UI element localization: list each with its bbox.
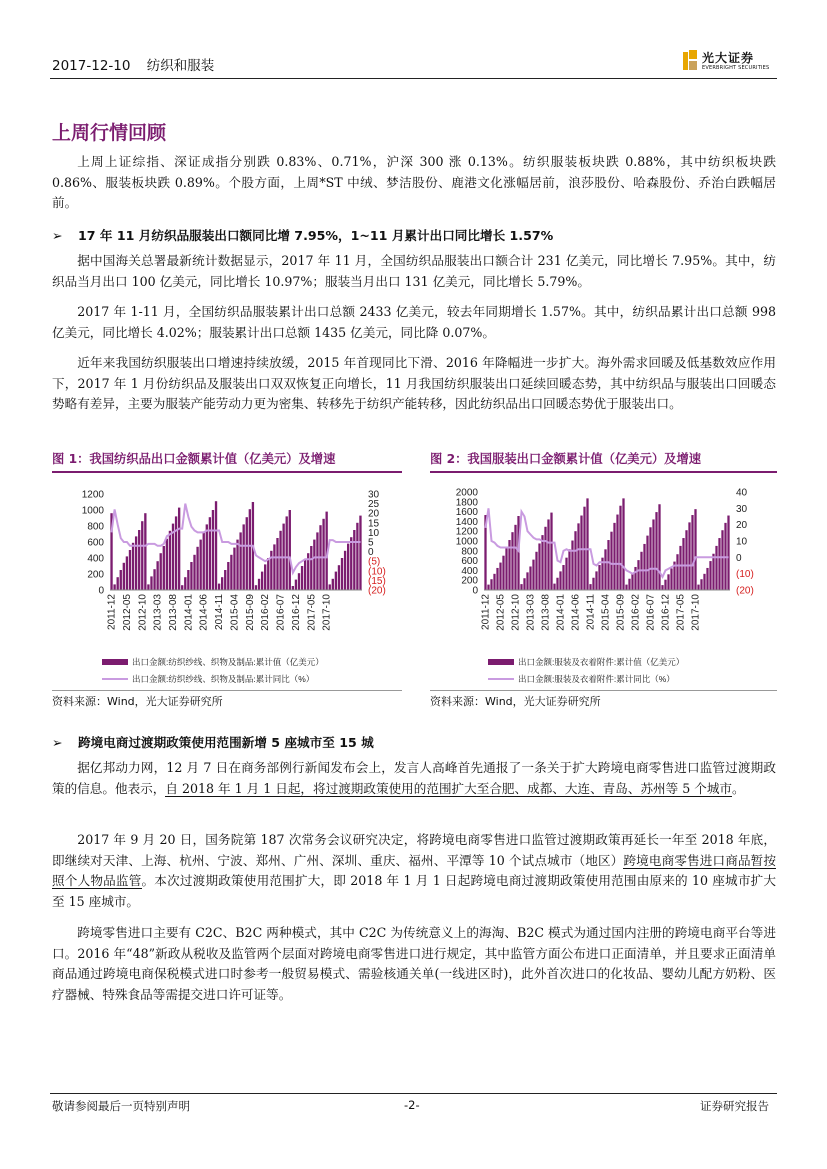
bar xyxy=(715,546,717,590)
bar xyxy=(667,574,669,590)
bar xyxy=(190,562,192,590)
y2-axis-tick-label: (20) xyxy=(736,585,754,597)
bar xyxy=(682,538,684,590)
bar xyxy=(353,530,355,590)
y2-axis-tick-label: 30 xyxy=(368,489,380,501)
x-axis-tick-label: 2017-05 xyxy=(306,594,318,631)
bullet-cross-border-headline xyxy=(52,732,374,751)
y2-axis-tick-label: 20 xyxy=(736,520,748,532)
y-axis-tick-label: 400 xyxy=(87,553,104,565)
bar xyxy=(199,540,201,590)
figure-1 xyxy=(52,449,402,473)
bar xyxy=(359,516,361,590)
bar xyxy=(193,555,195,590)
y2-axis-tick-label: (5) xyxy=(368,556,381,568)
y2-axis-tick-label: 5 xyxy=(368,537,374,549)
bar xyxy=(227,562,229,590)
figure-2-bottom-rule xyxy=(430,690,777,691)
bar xyxy=(718,538,720,590)
bar xyxy=(264,564,266,590)
trend-paragraph xyxy=(52,353,776,415)
bar xyxy=(335,572,337,590)
x-axis-tick-label: 2012-05 xyxy=(495,594,507,631)
cross-border-news-paragraph xyxy=(52,758,776,799)
bar xyxy=(218,584,220,590)
x-axis-tick-label: 2014-11 xyxy=(214,594,226,630)
bar xyxy=(685,530,687,590)
bar xyxy=(490,579,492,590)
x-axis-tick-label: 2013-08 xyxy=(540,594,552,631)
y2-axis-tick-label: 25 xyxy=(368,499,380,511)
bar xyxy=(239,532,241,590)
bar xyxy=(619,506,621,590)
figure-2-source: 资料来源：Wind，光大证券研究所 xyxy=(430,695,601,708)
bar xyxy=(511,532,513,590)
bar xyxy=(147,584,149,590)
bar xyxy=(175,516,177,590)
bar xyxy=(236,540,238,590)
bar xyxy=(529,566,531,590)
bar xyxy=(697,585,699,590)
x-axis-tick-label: 2016-07 xyxy=(275,594,287,631)
bar xyxy=(556,578,558,590)
report-date: 2017-12-10 xyxy=(52,58,131,74)
legend-label-line: 出口金额:纺织纱线、织物及制品:累计同比（%） xyxy=(132,674,315,684)
bar xyxy=(565,558,567,590)
footer-report-type: 证券研究报告 xyxy=(700,1099,769,1113)
bar xyxy=(178,508,180,590)
bar xyxy=(487,585,489,590)
bar xyxy=(255,585,257,590)
chart-2 xyxy=(430,478,777,692)
figure-2-title: 图 2：我国服装出口金额累计值（亿美元）及增速 xyxy=(430,452,702,466)
x-axis-tick-label: 2016-07 xyxy=(645,594,657,631)
bar xyxy=(221,577,223,590)
bar xyxy=(243,524,245,590)
bar xyxy=(607,540,609,590)
bar xyxy=(643,544,645,590)
bar xyxy=(691,515,693,590)
bar xyxy=(329,584,331,590)
cumulative-export-paragraph xyxy=(52,302,776,343)
bar xyxy=(273,544,275,590)
bar xyxy=(505,548,507,590)
x-axis-tick-label: 2014-01 xyxy=(555,594,567,631)
arrow-bullet-icon: ➢ xyxy=(52,228,63,243)
report-header xyxy=(52,54,214,74)
bar xyxy=(664,580,666,590)
bar xyxy=(117,577,119,590)
bar xyxy=(141,521,143,590)
chart-1 xyxy=(52,478,402,692)
y2-axis-tick-label: 0 xyxy=(368,547,374,559)
bar xyxy=(249,509,251,590)
paragraph-text: 2017 年 1-11 月，全国纺织品服装累计出口总额 2433 亿美元，较去年同期增长 1.57%。其中，纺织品累计出口总额 998 亿美元，同比增长 4.02%；服装累计出口总额 1435 亿美元，同比降 0.07%。 xyxy=(52,304,776,340)
bar xyxy=(541,535,543,590)
figure-2 xyxy=(430,449,777,473)
bar xyxy=(344,551,346,590)
bullet-text: 跨境电商过渡期政策使用范围新增 5 座城市至 15 城 xyxy=(78,735,374,750)
bar xyxy=(123,563,125,590)
paragraph-text: 跨境零售进口主要有 C2C、B2C 两种模式，其中 C2C 为传统意义上的海淘、B2C 模式为通过国内注册的跨境电商平台等进口。2016 年“48”新政从税收及监管两个层面对跨境电商零售进口进行规定，其中监管方面公布进口正面清单，并且要求正面清单商品通过跨境电商保税模式进口时参考一般贸易模式、需验核通关单(一线进区时)，此外首次进口的化妆品、婴幼儿配方奶粉、医疗器械、特殊食品等需提交进口许可证等。 xyxy=(52,925,776,1002)
footer-disclaimer: 敬请参阅最后一页特别声明 xyxy=(52,1099,190,1113)
page-number: -2- xyxy=(404,1098,420,1112)
x-axis-tick-label: 2014-11 xyxy=(585,594,597,630)
legend-label-bar: 出口金额:纺织纱线、织物及制品:累计值（亿美元） xyxy=(132,657,324,667)
bar xyxy=(276,538,278,590)
bar xyxy=(520,584,522,590)
paragraph-text: 据中国海关总署最新统计数据显示，2017 年 11 月，全国纺织品服装出口额合计 231 亿美元，同比增长 7.95%。其中，纺织品当月出口 100 亿美元，同比增长 10.97%；服装当月出口 131 亿美元，同比增长 5.79%。 xyxy=(52,253,776,289)
chart-1-svg xyxy=(52,478,402,688)
x-axis-tick-label: 2015-09 xyxy=(615,594,627,631)
bar xyxy=(589,584,591,590)
y2-axis-tick-label: 0 xyxy=(736,552,742,564)
paragraph-text: 。本次过渡期政策使用范围扩大，即 2018 年 1 月 1 日起跨境电商过渡期政策使用范围由原来的 10 座城市扩大至 15 座城市。 xyxy=(52,873,776,909)
bar xyxy=(658,504,660,590)
bar xyxy=(153,569,155,590)
bar xyxy=(206,524,208,590)
bar xyxy=(496,568,498,590)
x-axis-tick-label: 2014-06 xyxy=(570,594,582,631)
bar xyxy=(279,531,281,590)
bar xyxy=(514,525,516,590)
y-axis-tick-label: 200 xyxy=(87,569,104,581)
bar xyxy=(156,561,158,590)
header-divider xyxy=(50,78,777,79)
bar xyxy=(132,543,134,590)
bar xyxy=(616,515,618,590)
figure-1-title: 图 1：我国纺织品出口金额累计值（亿美元）及增速 xyxy=(52,452,336,466)
y-axis-tick-label: 1000 xyxy=(455,536,478,548)
paragraph-text: 据亿邦动力网，12 月 7 日在商务部例行新闻发布会上，发言人高峰首先通报了一条关于扩大跨境电商零售进口监管过渡期政策的信息。他表示， xyxy=(52,760,776,796)
bar xyxy=(523,578,525,590)
bar xyxy=(224,570,226,590)
x-axis-tick-label: 2012-10 xyxy=(137,594,149,631)
x-axis-tick-label: 2016-12 xyxy=(660,594,672,631)
y-axis-tick-label: 0 xyxy=(472,585,478,597)
x-axis-tick-label: 2011-12 xyxy=(480,594,492,630)
bar xyxy=(694,509,696,590)
bar xyxy=(568,549,570,590)
bar xyxy=(289,510,291,590)
x-axis-tick-label: 2017-05 xyxy=(675,594,687,631)
x-axis-tick-label: 2014-06 xyxy=(198,594,210,631)
x-axis-tick-label: 2016-02 xyxy=(630,594,642,631)
y-axis-tick-label: 200 xyxy=(461,575,478,587)
figure-2-title-rule xyxy=(430,471,777,473)
figure-1-title-rule xyxy=(52,471,402,473)
y2-axis-tick-label: (10) xyxy=(368,566,386,578)
bar xyxy=(547,519,549,590)
bar xyxy=(592,578,594,590)
bar xyxy=(610,532,612,590)
bar xyxy=(209,517,211,590)
logo-icon xyxy=(683,50,697,72)
legend-swatch-bar xyxy=(102,659,128,665)
bar xyxy=(258,579,260,590)
y-axis-tick-label: 0 xyxy=(98,585,104,597)
bar xyxy=(598,565,600,590)
bar xyxy=(215,501,217,590)
chart-2-svg xyxy=(430,478,777,688)
x-axis-tick-label: 2016-12 xyxy=(290,594,302,631)
bar xyxy=(499,563,501,590)
y-axis-tick-label: 1200 xyxy=(455,526,478,538)
bar xyxy=(120,570,122,590)
bar xyxy=(310,546,312,590)
policy-history-paragraph xyxy=(52,830,776,912)
bar xyxy=(670,568,672,590)
y-axis-tick-label: 1200 xyxy=(81,489,104,501)
bar xyxy=(261,572,263,590)
bar xyxy=(646,536,648,590)
x-axis-tick-label: 2015-09 xyxy=(244,594,256,631)
bar xyxy=(304,560,306,590)
bar xyxy=(676,554,678,590)
y2-axis-tick-label: (20) xyxy=(368,585,386,597)
company-logo xyxy=(683,50,769,72)
bar xyxy=(292,586,294,590)
y-axis-tick-label: 1400 xyxy=(455,516,478,528)
bar xyxy=(502,556,504,590)
bar xyxy=(538,543,540,590)
legend-label-line: 出口金额:服装及衣着附件:累计同比（%） xyxy=(518,674,675,684)
bar xyxy=(604,549,606,590)
market-review-paragraph xyxy=(52,152,776,214)
x-axis-tick-label: 2017-10 xyxy=(690,594,702,631)
logo-text-en: EVERBRIGHT SECURITIES xyxy=(702,64,770,71)
bar xyxy=(535,552,537,590)
bar xyxy=(267,558,269,590)
bar xyxy=(652,519,654,590)
bar xyxy=(301,566,303,590)
bar xyxy=(196,547,198,590)
import-mode-paragraph xyxy=(52,923,776,1005)
bar xyxy=(169,531,171,590)
bar xyxy=(316,532,318,590)
y-axis-tick-label: 800 xyxy=(461,546,478,558)
bar xyxy=(181,585,183,590)
y2-axis-tick-label: 10 xyxy=(736,536,748,548)
bar xyxy=(559,571,561,590)
y-axis-tick-label: 600 xyxy=(461,556,478,568)
underlined-text: 自 2018 年 1 月 1 日起，将过渡期政策使用的范围扩大至合肥、成都、大连、青岛、苏州等 5 个城市 xyxy=(165,780,733,796)
bar xyxy=(313,540,315,590)
paragraph-text: 2017 年 9 月 20 日，国务院第 187 次常务会议研究决定，将跨境电商零售进口监管过渡期政策再延长一年至 2018 年底，即继续对天津、上海、杭州、宁波、郑州、广州、深圳、重庆、福州、平潭等 10 个试点城市（地区） xyxy=(52,832,776,868)
bar xyxy=(350,537,352,590)
bar xyxy=(688,522,690,590)
figure-1-source: 资料来源：Wind，光大证券研究所 xyxy=(52,695,223,708)
bar xyxy=(298,573,300,590)
y-axis-tick-label: 1600 xyxy=(455,507,478,519)
bar xyxy=(586,498,588,590)
bar xyxy=(230,555,232,590)
bar xyxy=(679,546,681,590)
bar xyxy=(727,516,729,590)
bar xyxy=(295,580,297,590)
paragraph-text: 近年来我国纺织服装出口增速持续放缓，2015 年首现同比下滑、2016 年降幅进一步扩大。海外需求回暖及低基数效应作用下，2017 年 1 月份纺织品及服装出口双双恢复正向增长，11 月我国纺织服装出口延续回暖态势，其中纺织品与服装出口回暖态势略有差异，主要为服装产能劳动力更为密集、转移先于纺织产能转移，因此纺织品出口回暖态势优于服装出口。 xyxy=(52,355,776,411)
bar xyxy=(322,519,324,590)
bar xyxy=(706,568,708,590)
figure-1-bottom-rule xyxy=(52,690,402,691)
x-axis-tick-label: 2015-04 xyxy=(229,594,241,631)
y-axis-tick-label: 400 xyxy=(461,565,478,577)
arrow-bullet-icon: ➢ xyxy=(52,735,63,750)
logo-text-cn: 光大证券 xyxy=(702,50,755,65)
legend-swatch-bar xyxy=(488,659,514,665)
x-axis-tick-label: 2012-10 xyxy=(510,594,522,631)
export-data-paragraph xyxy=(52,251,776,292)
bar xyxy=(544,527,546,590)
bullet-export-headline xyxy=(52,225,553,244)
bar xyxy=(138,530,140,590)
y-axis-tick-label: 2000 xyxy=(455,487,478,499)
y-axis-tick-label: 600 xyxy=(87,537,104,549)
bar xyxy=(703,574,705,590)
bar xyxy=(338,565,340,590)
y2-axis-tick-label: (10) xyxy=(736,569,754,581)
underlined-text: 跨境电商零售进口商品暂按照个人物品监管 xyxy=(52,852,776,888)
bar xyxy=(613,523,615,590)
bar xyxy=(526,572,528,590)
bar xyxy=(721,530,723,590)
section-title: 上周行情回顾 xyxy=(52,122,167,144)
y-axis-tick-label: 1800 xyxy=(455,497,478,509)
bar xyxy=(332,579,334,590)
bar xyxy=(562,565,564,590)
bar xyxy=(625,585,627,590)
legend-label-bar: 出口金额:服装及衣着附件:累计值（亿美元） xyxy=(518,657,685,667)
report-sector: 纺织和服装 xyxy=(146,58,215,74)
bar xyxy=(637,560,639,590)
y2-axis-tick-label: 10 xyxy=(368,527,380,539)
paragraph-text: 。 xyxy=(732,780,745,796)
x-axis-tick-label: 2015-04 xyxy=(600,594,612,631)
y2-axis-tick-label: 30 xyxy=(736,503,748,515)
bar xyxy=(150,576,152,590)
bar xyxy=(655,512,657,590)
bar xyxy=(166,539,168,590)
bar xyxy=(163,546,165,590)
bar xyxy=(212,510,214,590)
bar xyxy=(634,567,636,590)
y2-axis-tick-label: (15) xyxy=(368,575,386,587)
x-axis-tick-label: 2012-05 xyxy=(121,594,133,631)
bar xyxy=(553,584,555,590)
bar xyxy=(649,527,651,590)
bar xyxy=(622,498,624,590)
bar xyxy=(113,584,115,590)
bar xyxy=(356,523,358,590)
bar xyxy=(700,579,702,590)
y-axis-tick-label: 1000 xyxy=(81,505,104,517)
x-axis-tick-label: 2016-02 xyxy=(260,594,272,631)
y2-axis-tick-label: 20 xyxy=(368,508,380,520)
bar xyxy=(571,541,573,590)
bar xyxy=(286,516,288,590)
bar xyxy=(628,579,630,590)
bar xyxy=(160,553,162,590)
bar xyxy=(595,571,597,590)
x-axis-tick-label: 2011-12 xyxy=(106,594,118,630)
x-axis-tick-label: 2013-03 xyxy=(152,594,164,631)
bar xyxy=(144,513,146,590)
bar xyxy=(203,532,205,590)
paragraph-text: 上周上证综指、深证成指分别跌 0.83%、0.71%，沪深 300 涨 0.13%。纺织服装板块跌 0.88%，其中纺织板块跌 0.86%、服装板块跌 0.89%。个股方面，上周*ST 中绒、梦洁股份、鹿港文化涨幅居前，浪莎股份、哈森股份、乔治白跌幅居前。 xyxy=(52,154,776,210)
y-axis-tick-label: 800 xyxy=(87,521,104,533)
y2-axis-tick-label: 40 xyxy=(736,487,748,499)
bar xyxy=(187,570,189,590)
bar xyxy=(129,550,131,590)
bar xyxy=(126,556,128,590)
bullet-text: 17 年 11 月纺织品服装出口额同比增 7.95%，1~11 月累计出口同比增长 1.57% xyxy=(78,228,554,243)
bar xyxy=(550,513,552,590)
bar xyxy=(233,548,235,590)
bar xyxy=(135,536,137,590)
x-axis-tick-label: 2013-08 xyxy=(168,594,179,631)
bar xyxy=(347,544,349,590)
bar xyxy=(712,554,714,590)
bar xyxy=(709,561,711,590)
bar xyxy=(574,531,576,590)
bar xyxy=(661,585,663,590)
bar xyxy=(577,523,579,590)
footer-divider xyxy=(50,1093,777,1094)
bar xyxy=(532,560,534,590)
bar xyxy=(246,517,248,590)
x-axis-tick-label: 2014-01 xyxy=(183,594,195,631)
bar xyxy=(631,573,633,590)
x-axis-tick-label: 2017-10 xyxy=(321,594,333,631)
x-axis-tick-label: 2013-03 xyxy=(525,594,537,631)
bar xyxy=(184,577,186,590)
bar xyxy=(580,516,582,590)
bar xyxy=(493,574,495,590)
bar xyxy=(341,558,343,590)
y2-axis-tick-label: 15 xyxy=(368,518,380,530)
